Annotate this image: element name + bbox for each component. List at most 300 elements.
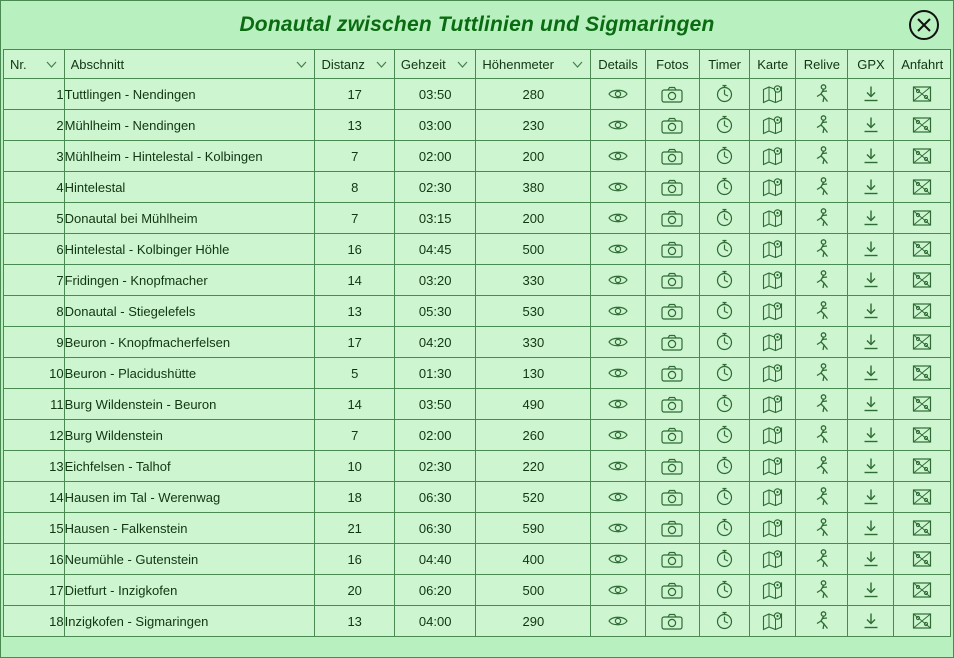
cell-fotos[interactable] bbox=[645, 203, 699, 234]
cell-karte[interactable] bbox=[750, 265, 796, 296]
cell-anfahrt[interactable] bbox=[894, 575, 951, 606]
camera-icon[interactable] bbox=[659, 144, 685, 168]
table-row[interactable] bbox=[4, 451, 951, 482]
column-header-gehzeit[interactable] bbox=[394, 50, 476, 79]
map-pin-icon[interactable] bbox=[760, 454, 786, 478]
cell-timer[interactable] bbox=[700, 141, 750, 172]
route-map-icon[interactable] bbox=[909, 454, 935, 478]
download-icon[interactable] bbox=[858, 82, 884, 106]
table-row[interactable] bbox=[4, 327, 951, 358]
cell-timer[interactable] bbox=[700, 327, 750, 358]
cell-details[interactable] bbox=[591, 513, 645, 544]
cell-timer[interactable] bbox=[700, 575, 750, 606]
camera-icon[interactable] bbox=[659, 547, 685, 571]
map-pin-icon[interactable] bbox=[760, 175, 786, 199]
cell-distanz: 13 bbox=[315, 110, 394, 141]
cell-gpx[interactable] bbox=[848, 358, 894, 389]
map-pin-icon[interactable] bbox=[760, 299, 786, 323]
eye-icon[interactable] bbox=[605, 330, 631, 354]
route-map-icon[interactable] bbox=[909, 516, 935, 540]
map-pin-icon[interactable] bbox=[760, 144, 786, 168]
column-header-abschnitt[interactable] bbox=[64, 50, 315, 79]
cell-relive[interactable] bbox=[796, 606, 848, 637]
cell-gpx[interactable] bbox=[848, 141, 894, 172]
cell-karte[interactable] bbox=[750, 358, 796, 389]
stopwatch-icon[interactable] bbox=[712, 392, 738, 416]
cell-abschnitt: Tuttlingen - Nendingen bbox=[64, 79, 315, 110]
cell-details[interactable] bbox=[591, 358, 645, 389]
cell-nr: 5 bbox=[4, 203, 65, 234]
eye-icon[interactable] bbox=[605, 237, 631, 261]
cell-karte[interactable] bbox=[750, 482, 796, 513]
stopwatch-icon[interactable] bbox=[712, 423, 738, 447]
table-row[interactable] bbox=[4, 513, 951, 544]
runner-icon[interactable] bbox=[809, 175, 835, 199]
cell-details[interactable] bbox=[591, 265, 645, 296]
cell-relive[interactable] bbox=[796, 544, 848, 575]
cell-details[interactable] bbox=[591, 79, 645, 110]
cell-gpx[interactable] bbox=[848, 110, 894, 141]
map-pin-icon[interactable] bbox=[760, 516, 786, 540]
cell-karte[interactable] bbox=[750, 606, 796, 637]
cell-details[interactable] bbox=[591, 606, 645, 637]
cell-relive[interactable] bbox=[796, 513, 848, 544]
runner-icon[interactable] bbox=[809, 268, 835, 292]
cell-hoehenmeter: 230 bbox=[476, 110, 591, 141]
route-map-icon[interactable] bbox=[909, 113, 935, 137]
eye-icon[interactable] bbox=[605, 609, 631, 633]
stopwatch-icon[interactable] bbox=[712, 361, 738, 385]
table-row[interactable] bbox=[4, 296, 951, 327]
table-row[interactable] bbox=[4, 420, 951, 451]
chevron-down-icon[interactable] bbox=[456, 58, 469, 71]
table-row[interactable] bbox=[4, 203, 951, 234]
camera-icon[interactable] bbox=[659, 268, 685, 292]
cell-relive[interactable] bbox=[796, 172, 848, 203]
download-icon[interactable] bbox=[858, 330, 884, 354]
cell-karte[interactable] bbox=[750, 234, 796, 265]
cell-relive[interactable] bbox=[796, 234, 848, 265]
cell-gehzeit: 02:00 bbox=[394, 141, 476, 172]
cell-details[interactable] bbox=[591, 110, 645, 141]
cell-fotos[interactable] bbox=[645, 451, 699, 482]
cell-karte[interactable] bbox=[750, 451, 796, 482]
camera-icon[interactable] bbox=[659, 361, 685, 385]
stopwatch-icon[interactable] bbox=[712, 454, 738, 478]
table-row[interactable] bbox=[4, 172, 951, 203]
cell-karte[interactable] bbox=[750, 513, 796, 544]
stopwatch-icon[interactable] bbox=[712, 299, 738, 323]
cell-timer[interactable] bbox=[700, 172, 750, 203]
eye-icon[interactable] bbox=[605, 268, 631, 292]
cell-relive[interactable] bbox=[796, 141, 848, 172]
route-map-icon[interactable] bbox=[909, 361, 935, 385]
download-icon[interactable] bbox=[858, 578, 884, 602]
eye-icon[interactable] bbox=[605, 392, 631, 416]
runner-icon[interactable] bbox=[809, 361, 835, 385]
cell-relive[interactable] bbox=[796, 203, 848, 234]
cell-karte[interactable] bbox=[750, 296, 796, 327]
download-icon[interactable] bbox=[858, 361, 884, 385]
runner-icon[interactable] bbox=[809, 609, 835, 633]
stopwatch-icon[interactable] bbox=[712, 268, 738, 292]
route-map-icon[interactable] bbox=[909, 299, 935, 323]
cell-gpx[interactable] bbox=[848, 265, 894, 296]
stopwatch-icon[interactable] bbox=[712, 578, 738, 602]
table-row[interactable] bbox=[4, 141, 951, 172]
camera-icon[interactable] bbox=[659, 175, 685, 199]
cell-gpx[interactable] bbox=[848, 575, 894, 606]
runner-icon[interactable] bbox=[809, 578, 835, 602]
cell-anfahrt[interactable] bbox=[894, 265, 951, 296]
map-pin-icon[interactable] bbox=[760, 547, 786, 571]
download-icon[interactable] bbox=[858, 454, 884, 478]
eye-icon[interactable] bbox=[605, 485, 631, 509]
cell-anfahrt[interactable] bbox=[894, 358, 951, 389]
route-map-icon[interactable] bbox=[909, 82, 935, 106]
runner-icon[interactable] bbox=[809, 237, 835, 261]
table-row[interactable] bbox=[4, 265, 951, 296]
cell-relive[interactable] bbox=[796, 79, 848, 110]
route-map-icon[interactable] bbox=[909, 268, 935, 292]
stopwatch-icon[interactable] bbox=[712, 82, 738, 106]
route-map-icon[interactable] bbox=[909, 175, 935, 199]
eye-icon[interactable] bbox=[605, 547, 631, 571]
cell-timer[interactable] bbox=[700, 544, 750, 575]
cell-anfahrt[interactable] bbox=[894, 482, 951, 513]
cell-gpx[interactable] bbox=[848, 482, 894, 513]
cell-relive[interactable] bbox=[796, 575, 848, 606]
cell-timer[interactable] bbox=[700, 110, 750, 141]
cell-gpx[interactable] bbox=[848, 234, 894, 265]
cell-karte[interactable] bbox=[750, 203, 796, 234]
cell-fotos[interactable] bbox=[645, 575, 699, 606]
column-header-fotos bbox=[645, 50, 699, 79]
cell-anfahrt[interactable] bbox=[894, 389, 951, 420]
cell-details[interactable] bbox=[591, 296, 645, 327]
route-map-icon[interactable] bbox=[909, 330, 935, 354]
cell-hoehenmeter: 130 bbox=[476, 358, 591, 389]
map-pin-icon[interactable] bbox=[760, 206, 786, 230]
cell-gpx[interactable] bbox=[848, 327, 894, 358]
map-pin-icon[interactable] bbox=[760, 578, 786, 602]
chevron-down-icon[interactable] bbox=[571, 58, 584, 71]
route-map-icon[interactable] bbox=[909, 392, 935, 416]
route-map-icon[interactable] bbox=[909, 144, 935, 168]
table-row[interactable] bbox=[4, 234, 951, 265]
cell-details[interactable] bbox=[591, 234, 645, 265]
cell-hoehenmeter: 500 bbox=[476, 234, 591, 265]
cell-timer[interactable] bbox=[700, 482, 750, 513]
cell-timer[interactable] bbox=[700, 234, 750, 265]
cell-timer[interactable] bbox=[700, 389, 750, 420]
camera-icon[interactable] bbox=[659, 516, 685, 540]
cell-gpx[interactable] bbox=[848, 513, 894, 544]
cell-relive[interactable] bbox=[796, 358, 848, 389]
cell-gpx[interactable] bbox=[848, 420, 894, 451]
camera-icon[interactable] bbox=[659, 330, 685, 354]
stopwatch-icon[interactable] bbox=[712, 237, 738, 261]
download-icon[interactable] bbox=[858, 516, 884, 540]
cell-anfahrt[interactable] bbox=[894, 234, 951, 265]
download-icon[interactable] bbox=[858, 175, 884, 199]
cell-karte[interactable] bbox=[750, 544, 796, 575]
cell-karte[interactable] bbox=[750, 327, 796, 358]
cell-timer[interactable] bbox=[700, 606, 750, 637]
download-icon[interactable] bbox=[858, 609, 884, 633]
cell-fotos[interactable] bbox=[645, 420, 699, 451]
camera-icon[interactable] bbox=[659, 392, 685, 416]
runner-icon[interactable] bbox=[809, 547, 835, 571]
cell-fotos[interactable] bbox=[645, 544, 699, 575]
eye-icon[interactable] bbox=[605, 206, 631, 230]
route-map-icon[interactable] bbox=[909, 609, 935, 633]
cell-anfahrt[interactable] bbox=[894, 544, 951, 575]
cell-anfahrt[interactable] bbox=[894, 513, 951, 544]
cell-distanz: 16 bbox=[315, 544, 394, 575]
eye-icon[interactable] bbox=[605, 578, 631, 602]
cell-timer[interactable] bbox=[700, 358, 750, 389]
map-pin-icon[interactable] bbox=[760, 361, 786, 385]
cell-anfahrt[interactable] bbox=[894, 327, 951, 358]
cell-anfahrt[interactable] bbox=[894, 203, 951, 234]
cell-timer[interactable] bbox=[700, 79, 750, 110]
stopwatch-icon[interactable] bbox=[712, 516, 738, 540]
cell-relive[interactable] bbox=[796, 327, 848, 358]
cell-anfahrt[interactable] bbox=[894, 141, 951, 172]
cell-abschnitt: Dietfurt - Inzigkofen bbox=[64, 575, 315, 606]
cell-karte[interactable] bbox=[750, 141, 796, 172]
download-icon[interactable] bbox=[858, 268, 884, 292]
download-icon[interactable] bbox=[858, 423, 884, 447]
cell-gpx[interactable] bbox=[848, 389, 894, 420]
cell-fotos[interactable] bbox=[645, 110, 699, 141]
cell-details[interactable] bbox=[591, 203, 645, 234]
table-row[interactable] bbox=[4, 482, 951, 513]
cell-anfahrt[interactable] bbox=[894, 172, 951, 203]
cell-nr: 15 bbox=[4, 513, 65, 544]
runner-icon[interactable] bbox=[809, 82, 835, 106]
chevron-down-icon[interactable] bbox=[45, 58, 58, 71]
cell-relive[interactable] bbox=[796, 296, 848, 327]
cell-hoehenmeter: 530 bbox=[476, 296, 591, 327]
runner-icon[interactable] bbox=[809, 392, 835, 416]
table-row[interactable] bbox=[4, 606, 951, 637]
cell-relive[interactable] bbox=[796, 482, 848, 513]
route-map-icon[interactable] bbox=[909, 485, 935, 509]
table-row[interactable] bbox=[4, 358, 951, 389]
map-pin-icon[interactable] bbox=[760, 485, 786, 509]
camera-icon[interactable] bbox=[659, 485, 685, 509]
cell-hoehenmeter: 290 bbox=[476, 606, 591, 637]
route-map-icon[interactable] bbox=[909, 423, 935, 447]
cell-gpx[interactable] bbox=[848, 203, 894, 234]
download-icon[interactable] bbox=[858, 485, 884, 509]
map-pin-icon[interactable] bbox=[760, 268, 786, 292]
runner-icon[interactable] bbox=[809, 485, 835, 509]
cell-details[interactable] bbox=[591, 389, 645, 420]
camera-icon[interactable] bbox=[659, 609, 685, 633]
map-pin-icon[interactable] bbox=[760, 237, 786, 261]
stopwatch-icon[interactable] bbox=[712, 485, 738, 509]
download-icon[interactable] bbox=[858, 392, 884, 416]
runner-icon[interactable] bbox=[809, 144, 835, 168]
map-pin-icon[interactable] bbox=[760, 113, 786, 137]
route-map-icon[interactable] bbox=[909, 237, 935, 261]
cell-fotos[interactable] bbox=[645, 141, 699, 172]
route-map-icon[interactable] bbox=[909, 547, 935, 571]
cell-karte[interactable] bbox=[750, 389, 796, 420]
cell-timer[interactable] bbox=[700, 513, 750, 544]
cell-fotos[interactable] bbox=[645, 172, 699, 203]
cell-abschnitt: Mühlheim - Hintelestal - Kolbingen bbox=[64, 141, 315, 172]
table-row[interactable] bbox=[4, 79, 951, 110]
stopwatch-icon[interactable] bbox=[712, 113, 738, 137]
cell-gpx[interactable] bbox=[848, 79, 894, 110]
chevron-down-icon[interactable] bbox=[375, 58, 388, 71]
close-icon[interactable] bbox=[908, 9, 940, 41]
camera-icon[interactable] bbox=[659, 237, 685, 261]
cell-karte[interactable] bbox=[750, 79, 796, 110]
camera-icon[interactable] bbox=[659, 423, 685, 447]
cell-timer[interactable] bbox=[700, 451, 750, 482]
eye-icon[interactable] bbox=[605, 113, 631, 137]
cell-timer[interactable] bbox=[700, 420, 750, 451]
camera-icon[interactable] bbox=[659, 206, 685, 230]
cell-details[interactable] bbox=[591, 544, 645, 575]
cell-anfahrt[interactable] bbox=[894, 110, 951, 141]
cell-fotos[interactable] bbox=[645, 296, 699, 327]
cell-details[interactable] bbox=[591, 420, 645, 451]
cell-fotos[interactable] bbox=[645, 482, 699, 513]
cell-gpx[interactable] bbox=[848, 544, 894, 575]
stopwatch-icon[interactable] bbox=[712, 609, 738, 633]
download-icon[interactable] bbox=[858, 547, 884, 571]
cell-anfahrt[interactable] bbox=[894, 451, 951, 482]
map-pin-icon[interactable] bbox=[760, 609, 786, 633]
column-header-distanz[interactable] bbox=[315, 50, 394, 79]
cell-anfahrt[interactable] bbox=[894, 606, 951, 637]
download-icon[interactable] bbox=[858, 299, 884, 323]
column-header-nr[interactable] bbox=[4, 50, 65, 79]
cell-timer[interactable] bbox=[700, 296, 750, 327]
route-map-icon[interactable] bbox=[909, 206, 935, 230]
cell-fotos[interactable] bbox=[645, 327, 699, 358]
cell-relive[interactable] bbox=[796, 451, 848, 482]
cell-anfahrt[interactable] bbox=[894, 296, 951, 327]
cell-gpx[interactable] bbox=[848, 296, 894, 327]
stopwatch-icon[interactable] bbox=[712, 206, 738, 230]
column-header-relive bbox=[796, 50, 848, 79]
eye-icon[interactable] bbox=[605, 361, 631, 385]
cell-anfahrt[interactable] bbox=[894, 420, 951, 451]
cell-fotos[interactable] bbox=[645, 358, 699, 389]
download-icon[interactable] bbox=[858, 237, 884, 261]
cell-fotos[interactable] bbox=[645, 513, 699, 544]
download-icon[interactable] bbox=[858, 144, 884, 168]
cell-karte[interactable] bbox=[750, 110, 796, 141]
cell-karte[interactable] bbox=[750, 172, 796, 203]
runner-icon[interactable] bbox=[809, 516, 835, 540]
cell-details[interactable] bbox=[591, 451, 645, 482]
runner-icon[interactable] bbox=[809, 299, 835, 323]
cell-relive[interactable] bbox=[796, 110, 848, 141]
table-row[interactable] bbox=[4, 389, 951, 420]
eye-icon[interactable] bbox=[605, 454, 631, 478]
cell-timer[interactable] bbox=[700, 265, 750, 296]
cell-fotos[interactable] bbox=[645, 265, 699, 296]
download-icon[interactable] bbox=[858, 113, 884, 137]
cell-relive[interactable] bbox=[796, 420, 848, 451]
runner-icon[interactable] bbox=[809, 330, 835, 354]
eye-icon[interactable] bbox=[605, 175, 631, 199]
cell-hoehenmeter: 400 bbox=[476, 544, 591, 575]
cell-fotos[interactable] bbox=[645, 234, 699, 265]
camera-icon[interactable] bbox=[659, 454, 685, 478]
download-icon[interactable] bbox=[858, 206, 884, 230]
column-header-hoehenmeter[interactable] bbox=[476, 50, 591, 79]
eye-icon[interactable] bbox=[605, 299, 631, 323]
runner-icon[interactable] bbox=[809, 423, 835, 447]
runner-icon[interactable] bbox=[809, 206, 835, 230]
cell-distanz: 7 bbox=[315, 203, 394, 234]
cell-details[interactable] bbox=[591, 327, 645, 358]
cell-distanz: 17 bbox=[315, 79, 394, 110]
stopwatch-icon[interactable] bbox=[712, 144, 738, 168]
cell-fotos[interactable] bbox=[645, 389, 699, 420]
eye-icon[interactable] bbox=[605, 423, 631, 447]
stopwatch-icon[interactable] bbox=[712, 547, 738, 571]
cell-fotos[interactable] bbox=[645, 79, 699, 110]
map-pin-icon[interactable] bbox=[760, 82, 786, 106]
map-pin-icon[interactable] bbox=[760, 392, 786, 416]
camera-icon[interactable] bbox=[659, 82, 685, 106]
runner-icon[interactable] bbox=[809, 113, 835, 137]
table-row[interactable] bbox=[4, 110, 951, 141]
map-pin-icon[interactable] bbox=[760, 330, 786, 354]
cell-details[interactable] bbox=[591, 172, 645, 203]
eye-icon[interactable] bbox=[605, 82, 631, 106]
cell-details[interactable] bbox=[591, 141, 645, 172]
cell-gpx[interactable] bbox=[848, 451, 894, 482]
table-row[interactable] bbox=[4, 544, 951, 575]
cell-anfahrt[interactable] bbox=[894, 79, 951, 110]
cell-relive[interactable] bbox=[796, 389, 848, 420]
stopwatch-icon[interactable] bbox=[712, 330, 738, 354]
cell-timer[interactable] bbox=[700, 203, 750, 234]
camera-icon[interactable] bbox=[659, 578, 685, 602]
route-map-icon[interactable] bbox=[909, 578, 935, 602]
chevron-down-icon[interactable] bbox=[295, 58, 308, 71]
eye-icon[interactable] bbox=[605, 516, 631, 540]
eye-icon[interactable] bbox=[605, 144, 631, 168]
camera-icon[interactable] bbox=[659, 113, 685, 137]
runner-icon[interactable] bbox=[809, 454, 835, 478]
camera-icon[interactable] bbox=[659, 299, 685, 323]
cell-details[interactable] bbox=[591, 575, 645, 606]
column-label: Details bbox=[598, 56, 638, 72]
cell-gpx[interactable] bbox=[848, 172, 894, 203]
cell-karte[interactable] bbox=[750, 575, 796, 606]
cell-fotos[interactable] bbox=[645, 606, 699, 637]
cell-relive[interactable] bbox=[796, 265, 848, 296]
cell-details[interactable] bbox=[591, 482, 645, 513]
cell-karte[interactable] bbox=[750, 420, 796, 451]
cell-gpx[interactable] bbox=[848, 606, 894, 637]
table-row[interactable] bbox=[4, 575, 951, 606]
map-pin-icon[interactable] bbox=[760, 423, 786, 447]
stopwatch-icon[interactable] bbox=[712, 175, 738, 199]
